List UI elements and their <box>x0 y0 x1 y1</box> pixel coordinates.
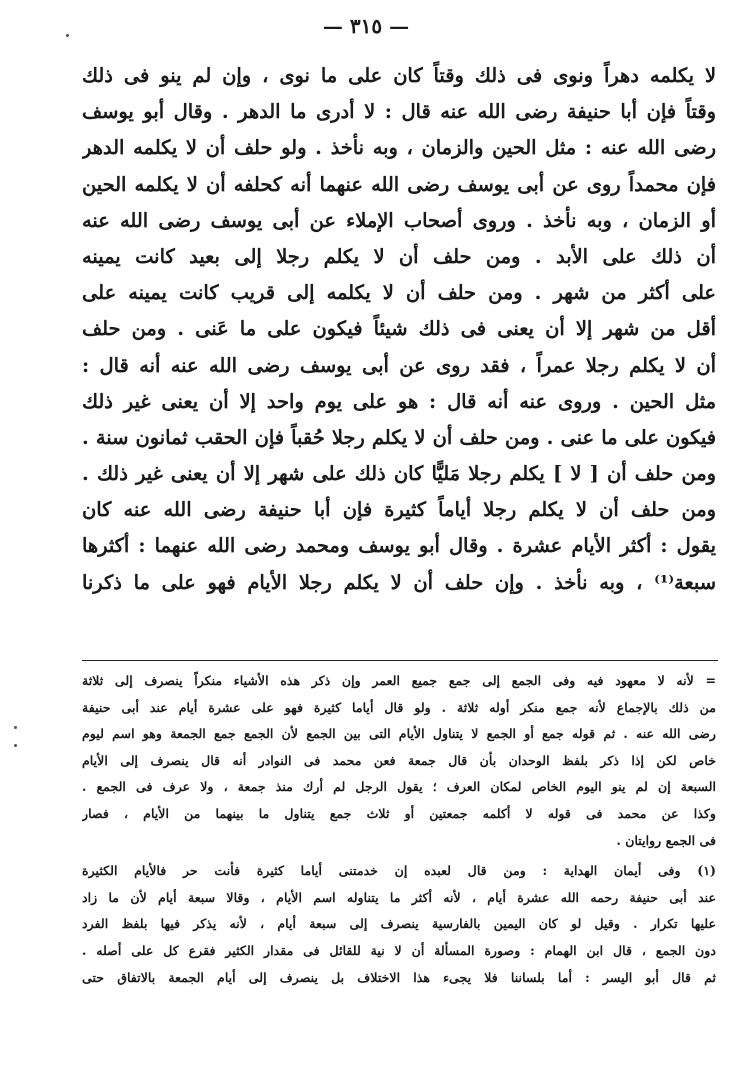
main-text-line: رضى الله عنه : مثل الحين والزمان ، وبه نأخذ . ولو حلف أن لا يكلمه الدهر <box>82 136 716 160</box>
footnote-separator <box>82 660 718 661</box>
footnote-line: السبعة إن لم ينو اليوم الخاص لمكان العرف ؛ يقول الرجل لم أرك منذ جمعة ، ولا عرف فى الجمع . <box>82 779 716 795</box>
main-text-line: ومن حلف أن لا يكلم رجلا أياماً كثيرة فإن أبا حنيفة رضى الله عنه كان <box>82 498 716 522</box>
main-text-line: وقتاً فإن أبا حنيفة رضى الله عنه قال : لا أدرى ما الدهر . وقال أبو يوسف <box>82 100 716 124</box>
main-text-line: سبعة⁽¹⁾ ، وبه نأخذ . وإن حلف أن لا يكلم رجلا الأيام فهو على ما ذكرنا <box>82 570 716 594</box>
footnote-line: عليها تكرار . وقيل لو كان اليمين بالفارسية ينصرف إلى سبعة أيام ، لأنه يذكر فيها بلفظ الفرد <box>82 916 716 932</box>
footnote-line: دون الجمع ، قال ابن الهمام : وصورة المسألة أن لا نية للقائل فى مقدار الكثير فقرع كل على أصله . <box>82 942 716 958</box>
scan-speck <box>14 744 17 747</box>
main-text <box>82 58 716 601</box>
footnote-line: = لأنه لا معهود فيه وفى الجمع إلى جمع جميع العمر وإن ذكر هذه الأشياء منكراً ينصرف إلى ثلاثة <box>82 673 716 688</box>
footnote-line: ثم قال أبو اليسر : أما بلساننا فلا يجىء هذا الاختلاف بل ينصرف إلى أيام الجمعة بالاتفاق حتى <box>82 969 716 985</box>
main-text-line: فإن محمداً روى عن أبى يوسف رضى الله عنهما أنه كحلفه أن لا يكلمه الحين <box>82 172 716 196</box>
footnote-line: خاص لكن إذا ذكر بلفظ الوحدان بأن قال جمعة فعن محمد فى النوادر أنه قال ينصرف إلى الأيام <box>82 752 716 768</box>
footnote-line: فى الجمع روايتان . <box>616 832 716 848</box>
scan-speck <box>14 726 17 729</box>
footnote-1 <box>82 858 716 991</box>
footnote-continuation <box>82 668 716 854</box>
footnote-line: عند أبى حنيفة رحمه الله عشرة أيام ، لأنه أكثر ما يتناوله اسم الأيام ، وقالا سبعة أيام لأن ما زاد <box>82 889 716 905</box>
main-text-line: أو الزمان ، وبه نأخذ . وروى أصحاب الإملاء عن أبى يوسف رضى الله عنه <box>82 208 716 232</box>
main-text-line: فيكون على ما عنى . ومن حلف أن لا يكلم رجلا حُقباً فإن الحقب ثمانون سنة . <box>82 425 716 449</box>
footnotes <box>82 668 716 991</box>
main-text-line: أن ذلك على الأبد . ومن حلف أن لا يكلم رجلا إلى بعيد كانت يمينه <box>82 244 716 268</box>
page-number: — ٣١٥ — <box>322 14 410 38</box>
footnote-line: وكذا عن محمد فى قوله لا أكلمه جمعتين أو ثلاث جمع يتناول ما بينهما من الأيام ، فصار <box>82 805 716 821</box>
main-text-line: مثل الحين . وروى عنه أنه قال : هو على يوم واحد إلا أن يعنى غير ذلك <box>82 389 716 413</box>
footnote-line: رضى الله عنه . ثم قوله جمع أو الجمع لا يتناول الأيام التى بين الجمع لأن الجمع جمع الجمعة وهو اسم ليوم <box>82 726 716 742</box>
main-text-line: على أكثر من شهر . ومن حلف أن لا يكلمه إلى قريب كانت يمينه على <box>82 281 716 305</box>
main-text-line: لا يكلمه دهراً ونوى فى ذلك وقتاً كان على ما نوى ، وإن لم ينو فى ذلك <box>82 64 716 87</box>
main-text-line: ومن حلف أن [ لا ] يكلم رجلا مَليًّا كان ذلك على شهر إلا أن يعنى غير ذلك . <box>82 462 716 486</box>
scan-speck <box>66 34 69 37</box>
main-text-line: أن لا يكلم رجلا عمراً ، فقد روى عن أبى يوسف رضى الله عنه أنه قال : <box>82 353 716 377</box>
footnote-line: من ذلك بالإجماع لأنه جمع منكر أوله ثلاثة . ولو قال أياما كثيرة فهو على عشرة أيام عند أبى حنيفة <box>82 699 716 715</box>
main-text-line: أقل من شهر إلا أن يعنى فى ذلك شيئاً فيكون على ما عَنى . ومن حلف <box>82 317 716 341</box>
main-text-line: يقول : أكثر الأيام عشرة . وقال أبو يوسف ومحمد رضى الله عنهما : أكثرها <box>82 534 716 558</box>
footnote-line: (١) وفى أيمان الهداية : ومن قال لعبده إن خدمتنى أياما كثيرة فأنت حر فالأيام الكثيرة <box>82 863 716 879</box>
